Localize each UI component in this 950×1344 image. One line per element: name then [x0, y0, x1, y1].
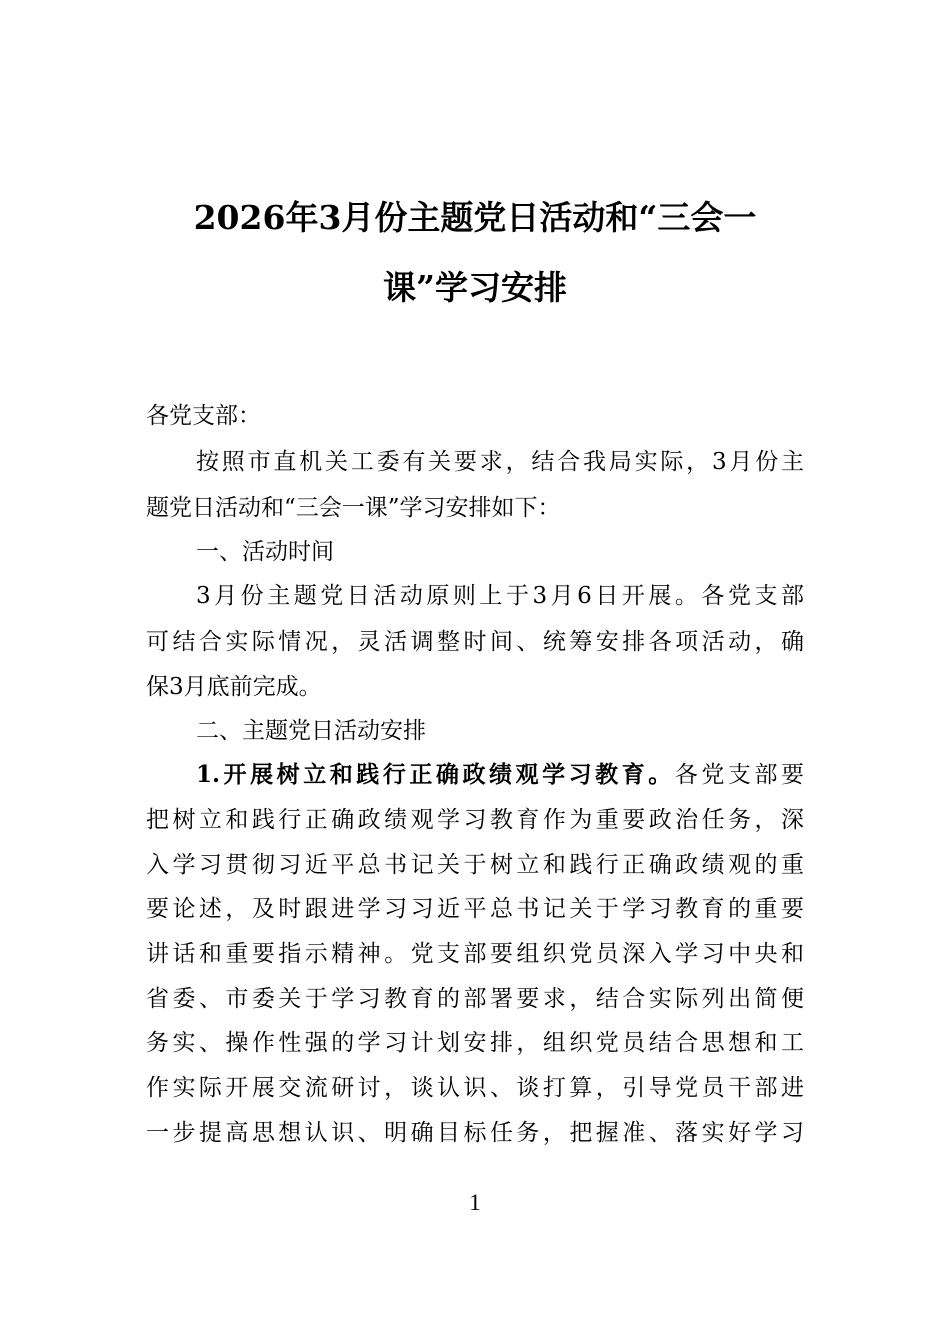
item-1-line-9: 一步提高思想认识、明确目标任务，把握准、落实好学习 — [146, 1120, 804, 1146]
item-1-line-1 — [196, 752, 804, 798]
salutation: 各党支部： — [146, 403, 261, 429]
document-title-line-2: 课”学习安排 — [383, 268, 567, 307]
section-1-line-2: 可结合实际情况，灵活调整时间、统筹安排各项活动，确 — [146, 629, 804, 655]
item-1-lead: 1.开展树立和践行正确政绩观学习教育。 — [196, 761, 675, 788]
item-1-line-3: 入学习贯彻习近平总书记关于树立和践行正确政绩观的重 — [146, 852, 804, 878]
item-1-lead-rest: 各党支部要 — [674, 762, 805, 788]
section-2-heading: 二、主题党日活动安排 — [196, 718, 426, 744]
section-1-line-1: 3月份主题党日活动原则上于3月6日开展。各党支部 — [196, 583, 804, 609]
item-1-line-5: 讲话和重要指示精神。党支部要组织党员深入学习中央和 — [146, 941, 804, 967]
page-number: 1 — [469, 1190, 481, 1215]
item-1-line-4: 要论述，及时跟进学习习近平总书记关于学习教育的重要 — [146, 896, 804, 922]
item-1-line-8: 作实际开展交流研讨，谈认识、谈打算，引导党员干部进 — [146, 1075, 804, 1101]
section-1-heading: 一、活动时间 — [196, 539, 334, 565]
document-title-line-1: 2026年3月份主题党日活动和“三会一 — [193, 198, 757, 237]
item-1-line-6: 省委、市委关于学习教育的部署要求，结合实际列出简便 — [146, 986, 804, 1012]
intro-line-1: 按照市直机关工委有关要求，结合我局实际，3月份主 — [196, 449, 804, 475]
item-1-line-7: 务实、操作性强的学习计划安排，组织党员结合思想和工 — [146, 1030, 804, 1056]
intro-line-2: 题党日活动和“三会一课”学习安排如下： — [146, 495, 561, 521]
section-1-line-3: 保3月底前完成。 — [146, 674, 322, 700]
item-1-line-2: 把树立和践行正确政绩观学习教育作为重要政治任务，深 — [146, 807, 804, 833]
